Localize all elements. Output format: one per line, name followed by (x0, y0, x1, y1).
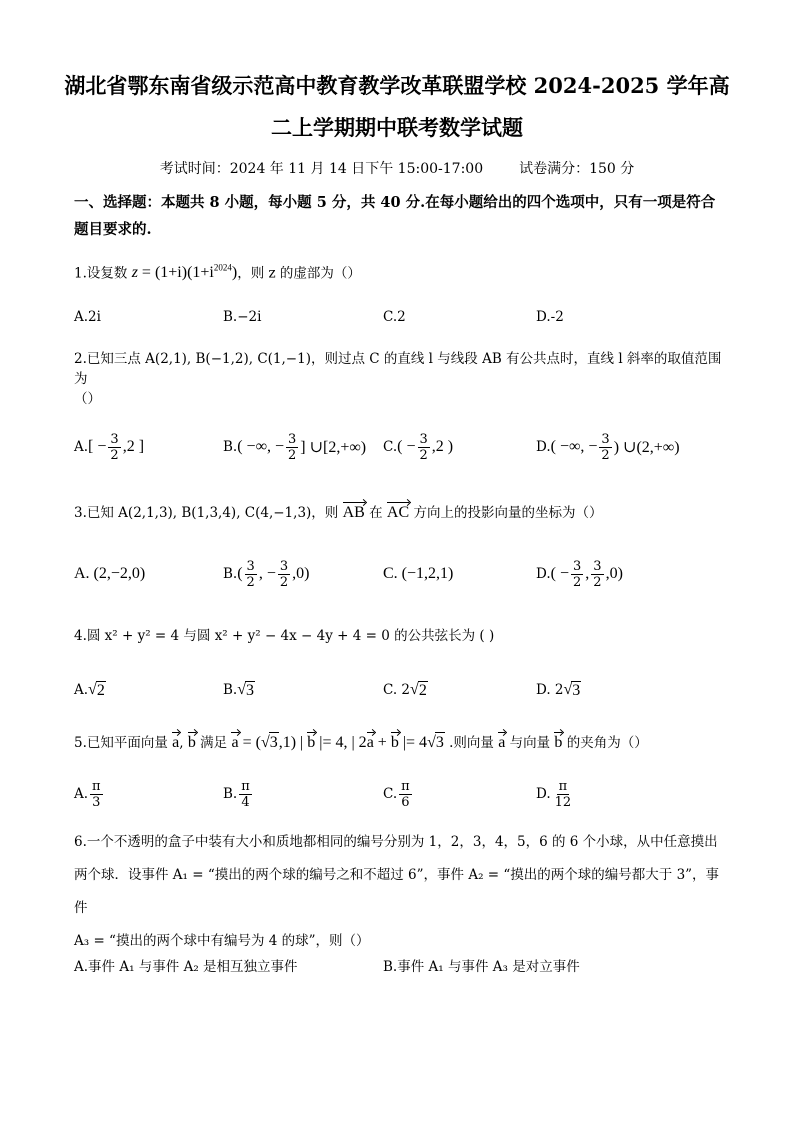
q1-formula: $z = (1+i)(1+i^{2024})$ (131, 263, 238, 282)
q1-suffix: ，则 z 的虚部为（） (237, 265, 361, 282)
q1-option-b[interactable]: B.−2i (223, 309, 262, 325)
q4-option-c[interactable]: C. 2 √ 2 (383, 681, 427, 699)
q5-options (74, 772, 724, 816)
exam-title-line2: 二上学期期中联考数学试题 (271, 115, 523, 140)
question-2 (74, 349, 724, 409)
exam-title-line1: 湖北省鄂东南省级示范高中教育教学改革联盟学校 2024-2025 学年高 (64, 73, 730, 98)
q6-option-b[interactable]: B.事件 A₁ 与事件 A₃ 是对立事件 (383, 959, 580, 975)
q1-option-a[interactable]: A.2i (74, 309, 101, 325)
q5-option-d[interactable]: D. $\frac{\pi}{12}$ (536, 778, 572, 810)
question-1 (74, 258, 724, 283)
question-3: 3.已知 A(2,1,3), B(1,3,4), C(4,−1,3)，则 AB 在 AC 方向上的投影向量的坐标为（） (74, 504, 603, 521)
q3-option-d[interactable]: D. ( − $\frac{3}{2}$ , $\frac{3}{2}$ ,0 ) (536, 558, 623, 590)
q2-options (74, 424, 724, 470)
q1-options (74, 302, 724, 332)
q1-prefix: 1.设复数 (74, 265, 128, 282)
full-score: 试卷满分：150 分 (519, 161, 635, 177)
q3-option-a[interactable]: A. (2,−2,0) (74, 565, 146, 582)
q4-option-b[interactable]: B. √ 3 (223, 681, 254, 699)
q5-option-a[interactable]: A. $\frac{\pi}{3}$ (74, 778, 101, 810)
q2-option-a[interactable]: A. [ − $\frac{3}{2}$ ,2 ] (74, 431, 145, 463)
q2-text: 2.已知三点 A(2,1), B(−1,2), C(1,−1)，则过点 C 的直线 l 与线段 AB 有公共点时，直线 l 斜率的取值范围为 (74, 351, 722, 387)
question-4: 4.圆 x² + y² = 4 与圆 x² + y² − 4x − 4y + 4 = 0 的公共弦长为 ( ) (74, 628, 495, 644)
q3-option-c[interactable]: C. (−1,2,1) (383, 565, 454, 582)
q4-options (74, 677, 724, 703)
q5-option-c[interactable]: C. $\frac{\pi}{6}$ (383, 778, 410, 810)
q2-option-d[interactable]: D. ( −∞, − $\frac{3}{2}$ ) ∪(2,+∞) (536, 431, 680, 463)
q6-line2: 两个球．设事件 A₁ = “摸出的两个球的编号之和不超过 6”，事件 A₂ = “摸出的两个球的编号都大于 3”，事件 (74, 867, 720, 916)
question-6 (74, 826, 724, 958)
q2-blank: （） (74, 391, 101, 407)
q1-option-c[interactable]: C.2 (383, 309, 406, 325)
exam-meta (0, 158, 794, 178)
q1-option-d[interactable]: D.-2 (536, 309, 564, 325)
q6-option-a[interactable]: A.事件 A₁ 与事件 A₂ 是相互独立事件 (74, 959, 298, 975)
q2-option-b[interactable]: B. ( −∞, − $\frac{3}{2}$ ] ∪[2,+∞) (223, 431, 367, 463)
q6-line1: 6.一个不透明的盒子中装有大小和质地都相同的编号分别为 1，2，3，4，5，6 的 6 个小球，从中任意摸出 (74, 834, 718, 850)
q6-line3: A₃ = “摸出的两个球中有编号为 4 的球”，则（） (74, 933, 370, 949)
q4-option-a[interactable]: A. √ 2 (74, 681, 105, 699)
exam-time: 考试时间：2024 年 11 月 14 日下午 15:00-17:00 (159, 161, 484, 177)
q5-option-b[interactable]: B. $\frac{\pi}{4}$ (223, 778, 250, 810)
q4-option-d[interactable]: D. 2 √ 3 (536, 681, 581, 699)
q3-vector-ac: AC (386, 504, 410, 521)
q3-vector-ab: AB (342, 504, 365, 521)
q3-options (74, 552, 724, 596)
question-5: 5.已知平面向量 a, b 满足 a = (√3,1) | b |= 4, | 2a + b |= 4√3 .则向量 a 与向量 b 的夹角为（） (74, 734, 648, 751)
q2-option-c[interactable]: C. ( − $\frac{3}{2}$ ,2 ) (383, 431, 454, 463)
q3-option-b[interactable]: B. ( $\frac{3}{2}$ , − $\frac{3}{2}$ ,0 ) (223, 558, 310, 590)
section-heading: 一、选择题：本题共 8 小题，每小题 5 分，共 40 分.在每小题给出的四个选项中，只有一项是符合题目要求的. (74, 194, 716, 238)
